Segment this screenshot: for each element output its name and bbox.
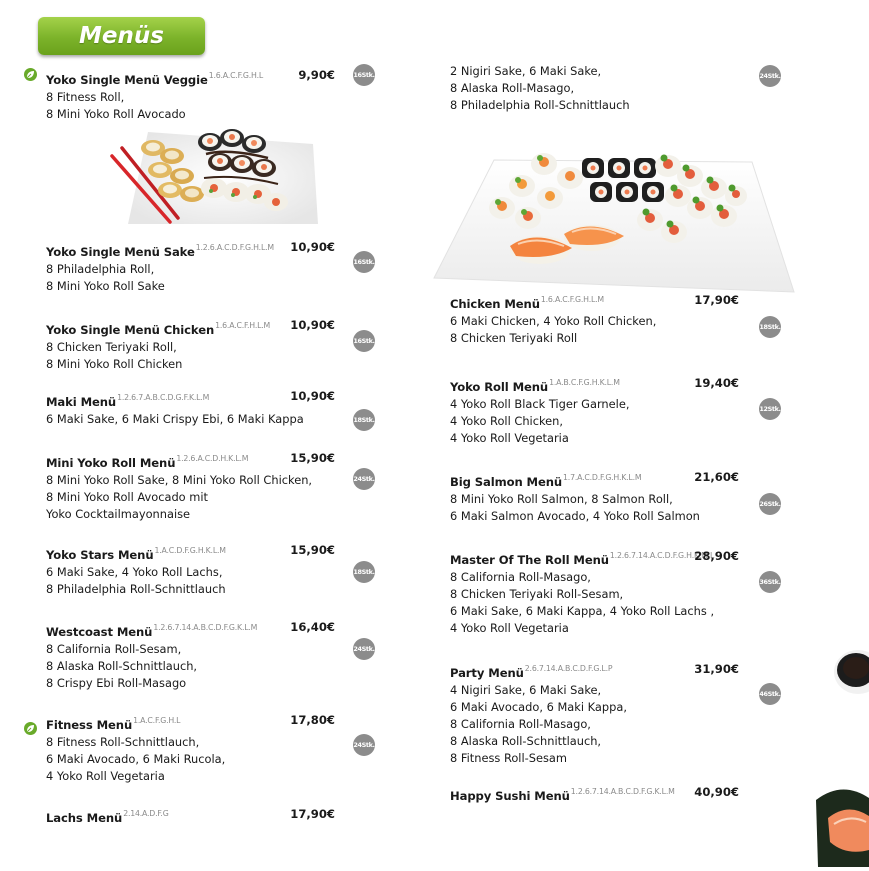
- item-price: 17,90€: [694, 293, 739, 307]
- item-price: 19,40€: [694, 376, 739, 390]
- pieces-badge: 18Stk.: [759, 316, 781, 338]
- item-title: Big Salmon Menü: [450, 475, 563, 489]
- item-price: 17,80€: [290, 713, 335, 727]
- item-allergens: 1.2.6.7.A.B.C.D.G.F.K.L.M: [117, 393, 210, 402]
- pieces-badge: 46Stk.: [759, 683, 781, 705]
- item-price: 16,40€: [290, 620, 335, 634]
- menu-item-text: [450, 660, 627, 767]
- item-title: Happy Sushi Menü: [450, 789, 570, 803]
- pieces-badge: 24Stk.: [353, 638, 375, 660]
- item-description: 6 Maki Sake, 6 Maki Crispy Ebi, 6 Maki Kappa: [46, 412, 304, 426]
- item-title: Party Menü: [450, 666, 524, 680]
- vegetarian-leaf-icon: [24, 68, 37, 81]
- item-title: Yoko Roll Menü: [450, 380, 549, 394]
- item-allergens: 1.A.C.F.G.H.L: [133, 716, 181, 725]
- menu-item-text: [46, 239, 274, 295]
- item-allergens: 1.2.6.7.14.A.B.C.D.F.G.K.L.M: [153, 623, 258, 632]
- menu-item-text: [46, 317, 270, 373]
- item-price: 15,90€: [290, 543, 335, 557]
- pieces-badge: 36Stk.: [759, 571, 781, 593]
- menu-item-text: [46, 619, 257, 692]
- item-description: 8 California Roll-Sesam, 8 Alaska Roll-Schnittlauch, 8 Crispy Ebi Roll-Masago: [46, 642, 198, 690]
- pieces-badge: 12Stk.: [759, 398, 781, 420]
- sushi-platter-photo: [432, 142, 797, 306]
- item-allergens: 1.6.A.C.F.G.H.L.M: [540, 295, 604, 304]
- item-description: 8 Mini Yoko Roll Sake, 8 Mini Yoko Roll Chicken, 8 Mini Yoko Roll Avocado mit Yoko Cocktailmayonnaise: [46, 473, 313, 521]
- menu-item-text: [450, 469, 700, 525]
- item-title: Yoko Single Menü Veggie: [46, 73, 208, 87]
- item-allergens: 1.A.C.D.F.G.H.K.L.M: [154, 546, 226, 555]
- item-allergens: 1.2.6.7.14.A.B.C.D.F.G.K.L.M: [570, 787, 675, 796]
- item-price: 31,90€: [694, 662, 739, 676]
- pieces-badge: 16Stk.: [353, 330, 375, 352]
- item-title: Lachs Menü: [46, 811, 123, 825]
- pieces-badge: 24Stk.: [353, 468, 375, 490]
- sushi-rolls-photo: [108, 118, 323, 232]
- item-description: 8 Philadelphia Roll, 8 Mini Yoko Roll Sake: [46, 262, 165, 293]
- item-price: 10,90€: [290, 240, 335, 254]
- item-title: Chicken Menü: [450, 297, 540, 311]
- pieces-badge: 16Stk.: [353, 251, 375, 273]
- pieces-badge: 18Stk.: [353, 409, 375, 431]
- item-description: 8 Chicken Teriyaki Roll, 8 Mini Yoko Roll Chicken: [46, 340, 183, 371]
- pieces-badge: 24Stk.: [353, 734, 375, 756]
- item-price: 10,90€: [290, 389, 335, 403]
- menu-item-text: [46, 542, 226, 598]
- vegetarian-leaf-icon: [24, 722, 37, 735]
- item-title: Westcoast Menü: [46, 625, 153, 639]
- item-allergens: 1.6.A.C.F.G.H.L: [208, 71, 263, 80]
- item-price: 21,60€: [694, 470, 739, 484]
- item-price: 9,90€: [298, 68, 335, 82]
- pieces-badge: 24Stk.: [759, 65, 781, 87]
- item-title: Yoko Stars Menü: [46, 548, 154, 562]
- item-description: 6 Maki Chicken, 4 Yoko Roll Chicken, 8 Chicken Teriyaki Roll: [450, 314, 657, 345]
- menu-item-text: [450, 547, 714, 637]
- menus-banner: Menüs: [38, 17, 205, 55]
- menu-item-text: [450, 374, 629, 447]
- item-price: 40,90€: [694, 785, 739, 799]
- item-price: 10,90€: [290, 318, 335, 332]
- menu-item-text: [46, 389, 304, 428]
- menu-item-text: [46, 67, 263, 123]
- menu-item-text: [46, 712, 225, 785]
- item-description: 8 Fitness Roll, 8 Mini Yoko Roll Avocado: [46, 90, 186, 121]
- item-description: 8 California Roll-Masago, 8 Chicken Teriyaki Roll-Sesam, 6 Maki Sake, 6 Maki Kappa, 4 Yoko Roll Lachs , 4 Yoko Roll Vegetaria: [450, 570, 715, 635]
- item-allergens: 1.7.A.C.D.F.G.H.K.L.M: [563, 473, 642, 482]
- soy-sauce-and-sushi-photo: [812, 630, 869, 871]
- item-title: Fitness Menü: [46, 718, 133, 732]
- item-price: 15,90€: [290, 451, 335, 465]
- item-title: Maki Menü: [46, 395, 117, 409]
- item-allergens: 1.2.6.A.C.D.H.K.L.M: [176, 454, 249, 463]
- item-allergens: 1.6.A.C.F.H.L.M: [215, 321, 271, 330]
- pieces-badge: 18Stk.: [353, 561, 375, 583]
- menu-item-text: [450, 783, 675, 805]
- item-description: 8 Fitness Roll-Schnittlauch, 6 Maki Avocado, 6 Maki Rucola, 4 Yoko Roll Vegetaria: [46, 735, 226, 783]
- menu-item-text: [450, 63, 630, 114]
- item-allergens: 1.2.6.7.14.A.C.D.F.G.H.K.M.L: [609, 551, 715, 560]
- menu-item-text: [46, 450, 312, 523]
- item-title: Yoko Single Menü Chicken: [46, 323, 215, 337]
- item-price: 28,90€: [694, 549, 739, 563]
- item-description: 2 Nigiri Sake, 6 Maki Sake, 8 Alaska Roll-Masago, 8 Philadelphia Roll-Schnittlauch: [450, 64, 630, 112]
- item-title: Mini Yoko Roll Menü: [46, 456, 176, 470]
- pieces-badge: 26Stk.: [759, 493, 781, 515]
- pieces-badge: 16Stk.: [353, 64, 375, 86]
- item-allergens: 1.A.B.C.F.G.H.K.L.M: [549, 378, 620, 387]
- menu-item-text: [450, 291, 656, 347]
- item-allergens: 1.2.6.A.C.D.F.G.H.L.M: [195, 243, 274, 252]
- item-description: 8 Mini Yoko Roll Salmon, 8 Salmon Roll, 6 Maki Salmon Avocado, 4 Yoko Roll Salmon: [450, 492, 700, 523]
- menu-item-text: [46, 805, 169, 827]
- item-description: 4 Nigiri Sake, 6 Maki Sake, 6 Maki Avocado, 6 Maki Kappa, 8 California Roll-Masago, 8 Alaska Roll-Schnittlauch, 8 Fitness Roll-Sesam: [450, 683, 627, 765]
- item-title: Yoko Single Menü Sake: [46, 245, 195, 259]
- item-allergens: 2.6.7.14.A.B.C.D.F.G.L.P: [524, 664, 613, 673]
- item-allergens: 2.14.A.D.F.G: [123, 809, 169, 818]
- item-description: 6 Maki Sake, 4 Yoko Roll Lachs, 8 Philadelphia Roll-Schnittlauch: [46, 565, 226, 596]
- item-title: Master Of The Roll Menü: [450, 553, 609, 567]
- item-price: 17,90€: [290, 807, 335, 821]
- item-description: 4 Yoko Roll Black Tiger Garnele, 4 Yoko Roll Chicken, 4 Yoko Roll Vegetaria: [450, 397, 630, 445]
